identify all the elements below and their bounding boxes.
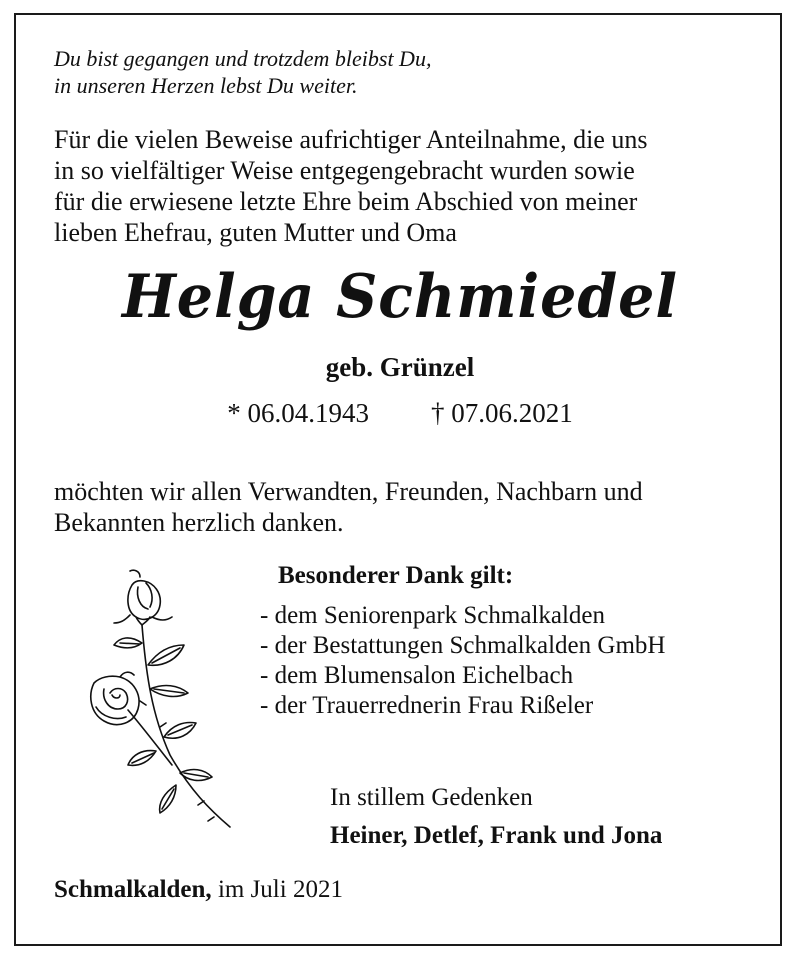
place-date-line	[54, 876, 343, 904]
verse-line-1: Du bist gegangen und trotzdem bleibst Du,	[54, 46, 432, 71]
birth-date: * 06.04.1943	[227, 398, 369, 428]
thanks-line: möchten wir allen Verwandten, Freunden, Nachbarn und	[54, 477, 643, 506]
intro-line: Für die vielen Beweise aufrichtiger Anteilnahme, die uns	[54, 125, 648, 154]
list-item: - der Trauerrednerin Frau Rißeler	[260, 692, 594, 719]
list-item: - der Bestattungen Schmalkalden GmbH	[260, 632, 666, 659]
memorial-phrase: In stillem Gedenken	[330, 784, 533, 811]
special-thanks-title: Besonderer Dank gilt:	[278, 562, 514, 589]
family-names: Heiner, Detlef, Frank und Jona	[330, 822, 663, 849]
birth-name: geb. Grünzel	[325, 352, 475, 382]
special-thanks-list	[260, 601, 665, 721]
intro-line: für die erwiesene letzte Ehre beim Abschied von meiner	[54, 187, 638, 216]
place-name: Schmalkalden,	[54, 876, 212, 903]
rose-icon	[80, 565, 240, 835]
thanks-text	[54, 476, 643, 538]
list-item: - dem Blumensalon Eichelbach	[260, 662, 574, 689]
deceased-name: Helga Schmiedel	[122, 262, 678, 332]
intro-line: lieben Ehefrau, guten Mutter und Oma	[54, 218, 457, 247]
life-dates	[0, 398, 800, 429]
intro-text	[54, 124, 648, 248]
verse-line-2: in unseren Herzen lebst Du weiter.	[54, 73, 358, 98]
thanks-line: Bekannten herzlich danken.	[54, 508, 344, 537]
intro-line: in so vielfältiger Weise entgegengebracht wurden sowie	[54, 156, 635, 185]
verse	[54, 45, 431, 99]
death-date: † 07.06.2021	[431, 398, 573, 428]
list-item: - dem Seniorenpark Schmalkalden	[260, 602, 606, 629]
notice-date: im Juli 2021	[211, 876, 343, 903]
